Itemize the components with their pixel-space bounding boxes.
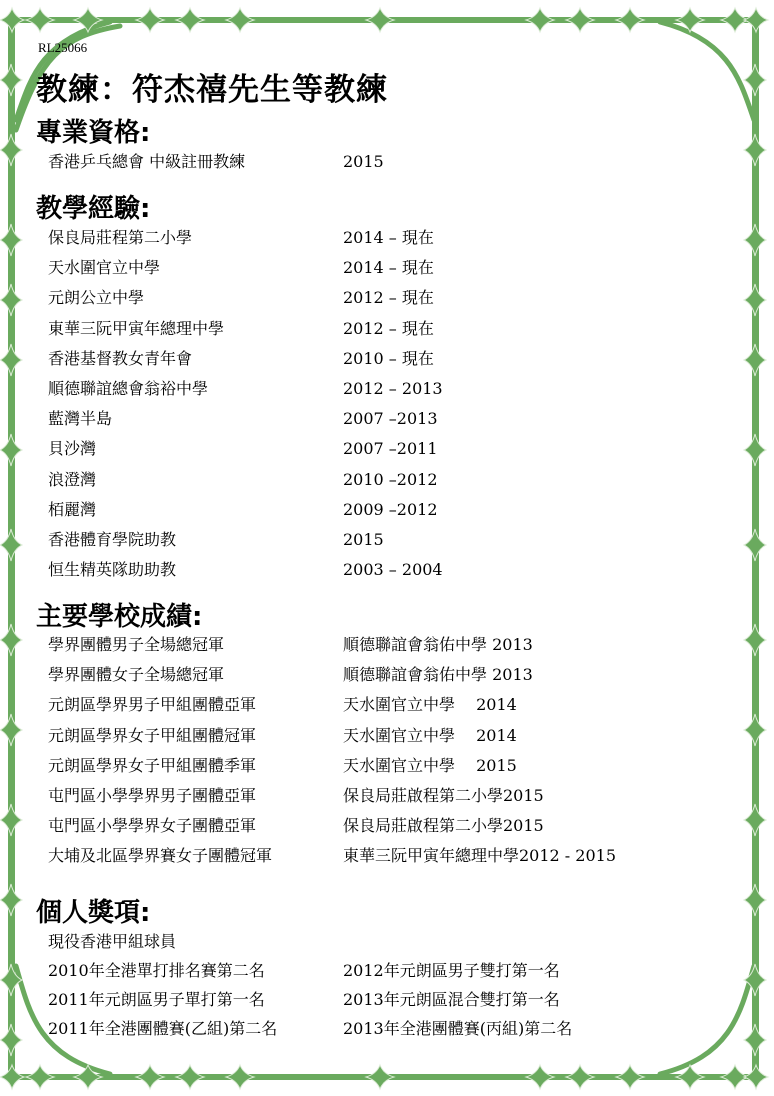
result-award: 屯門區小學學界女子團體亞軍 [48, 816, 257, 836]
experience-institution: 恒生精英隊助助教 [48, 560, 177, 580]
experience-institution: 天水圍官立中學 [48, 258, 161, 278]
experience-institution: 香港體育學院助教 [48, 530, 177, 549]
result-row [0, 844, 774, 868]
experience-period: 2007 –2011 [343, 439, 438, 459]
experience-institution: 藍灣半島 [48, 409, 113, 429]
experience-institution: 保良局莊程第二小學 [48, 228, 193, 247]
result-school: 天水圍官立中學 2015 [343, 755, 517, 775]
personal-award-left: 2011年全港團體賽(乙組)第二名 [48, 1019, 278, 1038]
personal-award-right: 2012年元朗區男子雙打第一名 [343, 961, 560, 980]
result-row [0, 754, 774, 778]
result-school: 保良局莊啟程第二小學2015 [343, 816, 544, 836]
experience-period: 2015 [343, 530, 384, 549]
personal-award-status: 現役香港甲組球員 [48, 932, 177, 951]
experience-row [0, 347, 774, 371]
qualification-name: 香港乒乓總會 中級註冊教練 [48, 152, 246, 171]
result-school: 順德聯誼會翁佑中學 2013 [343, 635, 533, 654]
result-award: 學界團體女子全場總冠軍 [48, 665, 225, 685]
personal-award-row [0, 959, 774, 983]
personal-award-left: 2011年元朗區男子單打第一名 [48, 990, 265, 1009]
experience-period: 2009 –2012 [343, 499, 438, 519]
result-school: 東華三阮甲寅年總理中學2012 - 2015 [343, 846, 617, 866]
result-award: 元朗區學界女子甲組團體冠軍 [48, 725, 257, 745]
experience-period: 2014 – 現在 [343, 258, 434, 278]
result-row [0, 724, 774, 748]
experience-period: 2003 – 2004 [343, 560, 443, 580]
personal-award-right: 2013年全港團體賽(丙組)第二名 [343, 1019, 573, 1038]
result-school: 保良局莊啟程第二小學2015 [343, 786, 544, 805]
result-row [0, 814, 774, 838]
experience-period: 2012 – 2013 [343, 379, 443, 398]
experience-institution: 栢麗灣 [48, 499, 97, 519]
experience-row [0, 528, 774, 552]
experience-period: 2010 – 現在 [343, 348, 434, 368]
experience-period: 2007 –2013 [343, 409, 438, 429]
result-award: 屯門區小學學界男子團體亞軍 [48, 786, 257, 805]
experience-row [0, 437, 774, 461]
result-row [0, 663, 774, 687]
experience-row [0, 558, 774, 582]
personal-award-left: 2010年全港單打排名賽第二名 [48, 961, 265, 980]
experience-row [0, 498, 774, 522]
experience-institution: 順德聯誼總會翁裕中學 [48, 379, 209, 398]
document-code: RL25066 [38, 40, 88, 55]
school-results-heading: 主要學校成績: [36, 602, 203, 632]
page-title: 教練：符杰禧先生等教練 [36, 72, 388, 108]
result-row [0, 693, 774, 717]
qualifications-heading: 專業資格: [36, 118, 151, 148]
experience-period: 2010 –2012 [343, 469, 438, 489]
experience-institution: 貝沙灣 [48, 439, 97, 459]
experience-institution: 香港基督教女青年會 [48, 348, 193, 368]
personal-awards-heading: 個人獎項: [36, 898, 151, 928]
experience-row [0, 407, 774, 431]
experience-row [0, 377, 774, 401]
experience-period: 2014 – 現在 [343, 228, 434, 247]
result-row [0, 784, 774, 808]
qualification-year: 2015 [343, 152, 384, 171]
experience-heading: 教學經驗: [36, 194, 151, 224]
result-award: 元朗區學界男子甲組團體亞軍 [48, 695, 257, 715]
result-award: 學界團體男子全場總冠軍 [48, 635, 225, 654]
experience-row [0, 286, 774, 310]
personal-award-line [0, 930, 774, 954]
qualification-row [0, 150, 774, 174]
experience-period: 2012 – 現在 [343, 288, 434, 308]
result-school: 天水圍官立中學 2014 [343, 725, 517, 745]
result-award: 大埔及北區學界賽女子團體冠軍 [48, 846, 273, 866]
experience-institution: 元朗公立中學 [48, 288, 145, 308]
personal-award-row [0, 1017, 774, 1041]
experience-row [0, 317, 774, 341]
experience-institution: 東華三阮甲寅年總理中學 [48, 318, 225, 338]
result-row [0, 633, 774, 657]
result-school: 順德聯誼會翁佑中學 2013 [343, 665, 533, 685]
result-school: 天水圍官立中學 2014 [343, 695, 517, 715]
personal-award-right: 2013年元朗區混合雙打第一名 [343, 990, 560, 1009]
experience-period: 2012 – 現在 [343, 318, 434, 338]
experience-institution: 浪澄灣 [48, 469, 97, 489]
result-award: 元朗區學界女子甲組團體季軍 [48, 755, 257, 775]
experience-row [0, 468, 774, 492]
experience-row [0, 256, 774, 280]
personal-award-row [0, 988, 774, 1012]
experience-row [0, 226, 774, 250]
